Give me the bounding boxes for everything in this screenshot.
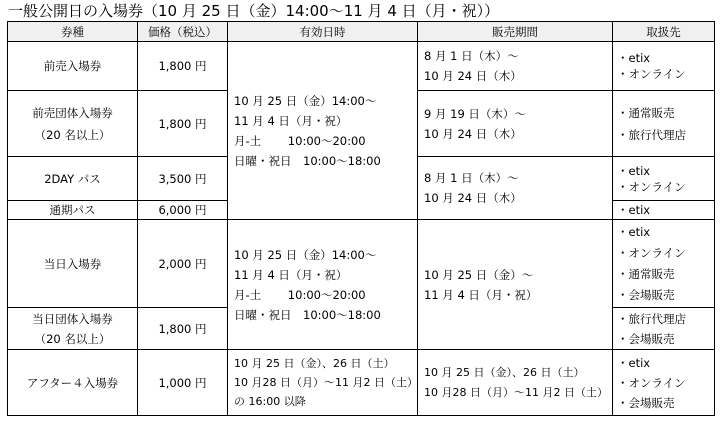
sales-period: [418, 220, 613, 350]
vendor-cell: [613, 91, 715, 157]
valid-line: 10 月28 日（月）～11 月2 日（土）: [234, 376, 418, 389]
valid-line: の 16:00 以降: [234, 395, 306, 408]
valid-period: [228, 350, 418, 416]
ticket-table: [7, 21, 715, 416]
sales-period: [418, 91, 613, 157]
sales-line: 10 月 24 日（木）: [424, 126, 522, 141]
valid-line: 日曜・祝日 10:00～18:00: [234, 307, 381, 322]
ticket-type-line: 当日団体入場券: [32, 311, 113, 326]
header-price: 価格（税込）: [138, 22, 228, 42]
ticket-type: [8, 308, 138, 350]
ticket-price: 3,500 円: [138, 157, 228, 201]
sales-period: [418, 157, 613, 220]
ticket-type: 通期パス: [8, 201, 138, 220]
ticket-type-note: （20 名以上）: [34, 331, 111, 346]
table-row: [8, 350, 715, 416]
sales-line: 10 月 25 日（金）、26 日（土）: [424, 365, 585, 379]
sales-line: 10 月 24 日（木）: [424, 69, 522, 83]
header-type: 券種: [8, 22, 138, 42]
valid-line: 11 月 4 日（月・祝）: [234, 113, 348, 128]
vendor-regular: ・通常販売: [617, 266, 675, 281]
header-row: [8, 22, 715, 42]
vendor-venue: ・会場販売: [617, 287, 675, 302]
vendor-travel: ・旅行代理店: [617, 311, 686, 326]
vendor-cell: [613, 350, 715, 416]
valid-period: [228, 42, 418, 220]
ticket-type-note: （20 名以上）: [34, 127, 111, 142]
ticket-type: アフター４入場券: [8, 350, 138, 416]
valid-period: [228, 220, 418, 350]
sales-line: 9 月 19 日（木）～: [424, 106, 526, 121]
ticket-price: 2,000 円: [138, 220, 228, 308]
table-row: [8, 42, 715, 91]
vendor-online: ・オンライン: [617, 67, 686, 81]
sales-line: 11 月 4 日（月・祝）: [424, 287, 538, 302]
ticket-price: 1,800 円: [138, 42, 228, 91]
ticket-price: 1,000 円: [138, 350, 228, 416]
vendor-venue: ・会場販売: [617, 395, 675, 410]
table-row: [8, 220, 715, 308]
sales-line: 8 月 1 日（木）～: [424, 49, 519, 63]
vendor-cell: [613, 220, 715, 308]
valid-line: 10 月 25 日（金）14:00～: [234, 247, 377, 262]
valid-line: 月-土 10:00～20:00: [234, 133, 366, 148]
vendor-etix: ・etix: [613, 201, 715, 220]
sales-period: [418, 42, 613, 91]
ticket-type: [8, 91, 138, 157]
ticket-price: 6,000 円: [138, 201, 228, 220]
header-valid: 有効日時: [228, 22, 418, 42]
vendor-online: ・オンライン: [617, 179, 686, 194]
vendor-cell: [613, 308, 715, 350]
sales-line: 10 月 24 日（木）: [424, 191, 522, 205]
ticket-type: 2DAY パス: [8, 157, 138, 201]
ticket-price: 1,800 円: [138, 91, 228, 157]
sales-period: [418, 350, 613, 416]
vendor-etix: ・etix: [617, 224, 651, 239]
vendor-travel: ・旅行代理店: [617, 127, 686, 142]
vendor-cell: [613, 157, 715, 201]
sales-line: 10 月28 日（月）～11 月2 日（土）: [424, 385, 608, 399]
vendor-etix: ・etix: [617, 51, 651, 65]
valid-line: 月-土 10:00～20:00: [234, 287, 366, 302]
vendor-online: ・オンライン: [617, 375, 686, 390]
sales-line: 10 月 25 日（金）～: [424, 267, 534, 282]
ticket-price: 1,800 円: [138, 308, 228, 350]
page-title: 一般公開日の入場券（10 月 25 日（金）14:00～11 月 4 日（月・祝））: [8, 2, 500, 20]
ticket-type-line: 前売団体入場券: [32, 105, 113, 120]
vendor-regular: ・通常販売: [617, 105, 675, 120]
sales-line: 8 月 1 日（木）～: [424, 171, 519, 185]
vendor-venue: ・会場販売: [617, 331, 675, 346]
ticket-type: 前売入場券: [8, 42, 138, 91]
header-sales-period: 販売期間: [418, 22, 613, 42]
vendor-cell: [613, 42, 715, 91]
vendor-etix: ・etix: [617, 355, 651, 370]
ticket-type: 当日入場券: [8, 220, 138, 308]
valid-line: 11 月 4 日（月・祝）: [234, 267, 348, 282]
vendor-etix: ・etix: [617, 163, 651, 178]
header-vendor: 取扱先: [613, 22, 715, 42]
vendor-online: ・オンライン: [617, 245, 686, 260]
valid-line: 日曜・祝日 10:00～18:00: [234, 153, 381, 168]
valid-line: 10 月 25 日（金）、26 日（土）: [234, 357, 395, 370]
valid-line: 10 月 25 日（金）14:00～: [234, 93, 377, 108]
